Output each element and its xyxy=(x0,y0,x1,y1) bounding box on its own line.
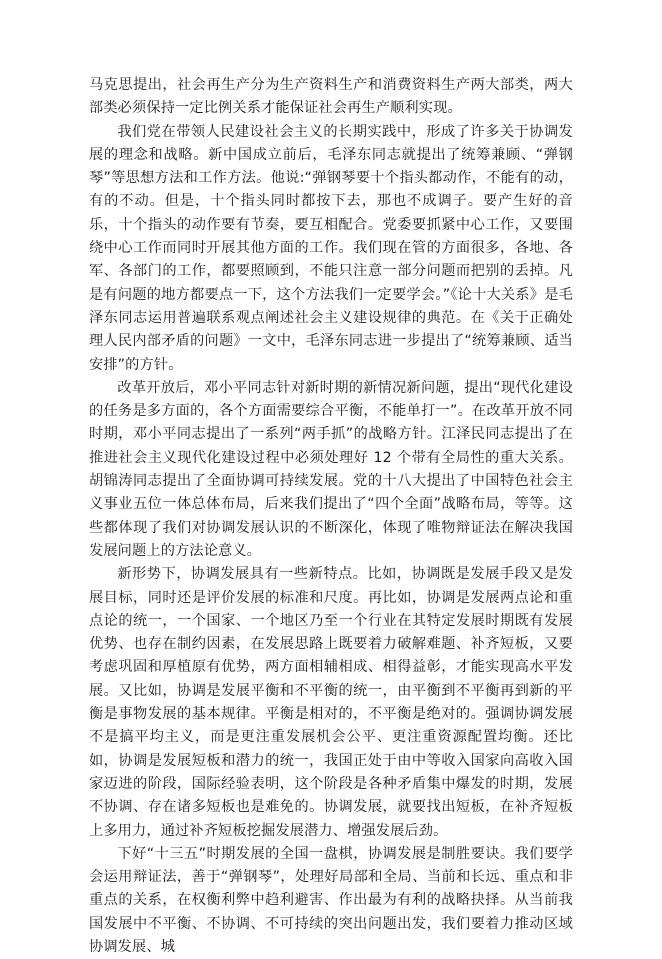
paragraph-4: 新形势下，协调发展具有一些新特点。比如，协调既是发展手段又是发展目标，同时还是评价发展的标准和尺度。再比如，协调是发展两点论和重点论的统一，一个国家、一个地区乃至一个行业在其特定发展时期既有发展优势、也存在制约因素，在发展思路上既要着力破解难题、补齐短板，又要考虑巩固和厚植原有优势，两方面相辅相成、相得益彰，才能实现高水平发展。又比如，协调是发展平衡和不平衡的统一，由平衡到不平衡再到新的平衡是事物发展的基本规律。平衡是相对的，不平衡是绝对的。强调协调发展不是搞平均主义，而是更注重发展机会公平、更注重资源配置均衡。还比如，协调是发展短板和潜力的统一，我国正处于由中等收入国家向高收入国家迈进的阶段，国际经验表明，这个阶段是各种矛盾集中爆发的时期，发展不协调、存在诸多短板也是难免的。协调发展，就要找出短板，在补齐短板上多用力，通过补齐短板挖掘发展潜力、增强发展后劲。 xyxy=(89,566,573,839)
paragraph-2: 我们党在带领人民建设社会主义的长期实践中，形成了许多关于协调发展的理念和战略。新中国成立前后，毛泽东同志就提出了统筹兼顾、“弹钢琴”等思想方法和工作方法。他说:“弹钢琴要十个指头都动作，不能有的动，有的不动。但是，十个指头同时都按下去，那也不成调子。要产生好的音乐，十个指头的动作要有节奏，要互相配合。党委要抓紧中心工作，又要围绕中心工作而同时开展其他方面的工作。我们现在管的方面很多，各地、各军、各部门的工作，都要照顾到，不能只注意一部分问题而把别的丢掉。凡是有问题的地方都要点一下，这个方法我们一定要学会。”《论十大关系》是毛泽东同志运用普遍联系观点阐述社会主义建设规律的典范。在《关于正确处理人民内部矛盾的问题》一文中，毛泽东同志进一步提出了“统筹兼顾、适当安排”的方针。 xyxy=(89,123,573,373)
paragraph-3: 改革开放后，邓小平同志针对新时期的新情况新问题，提出“现代化建设的任务是多方面的，各个方面需要综合平衡，不能单打一”。在改革开放不同时期，邓小平同志提出了一系列“两手抓”的战略方针。江泽民同志提出了在推进社会主义现代化建设过程中必须处理好 12 个带有全局性的重大关系。胡锦涛同志提出了全面协调可持续发展。党的十八大提出了中国特色社会主义事业五位一体总体布局，后来我们提出了“四个全面”战略布局，等等。这些都体现了我们对协调发展认识的不断深化，体现了唯物辩证法在解决我国发展问题上的方法论意义。 xyxy=(89,379,573,559)
paragraph-1: 马克思提出，社会再生产分为生产资料生产和消费资料生产两大部类，两大部类必须保持一定比例关系才能保证社会再生产顺利实现。 xyxy=(89,77,573,117)
paragraph-5: 下好“十三五”时期发展的全国一盘棋，协调发展是制胜要诀。我们要学会运用辩证法，善于“弹钢琴”，处理好局部和全局、当前和长远、重点和非重点的关系，在权衡利弊中趋利避害、作出最为有利的战略抉择。从当前我国发展中不平衡、不协调、不可持续的突出问题出发，我们要着力推动区域协调发展、城 xyxy=(89,845,573,955)
document-body xyxy=(89,74,573,959)
